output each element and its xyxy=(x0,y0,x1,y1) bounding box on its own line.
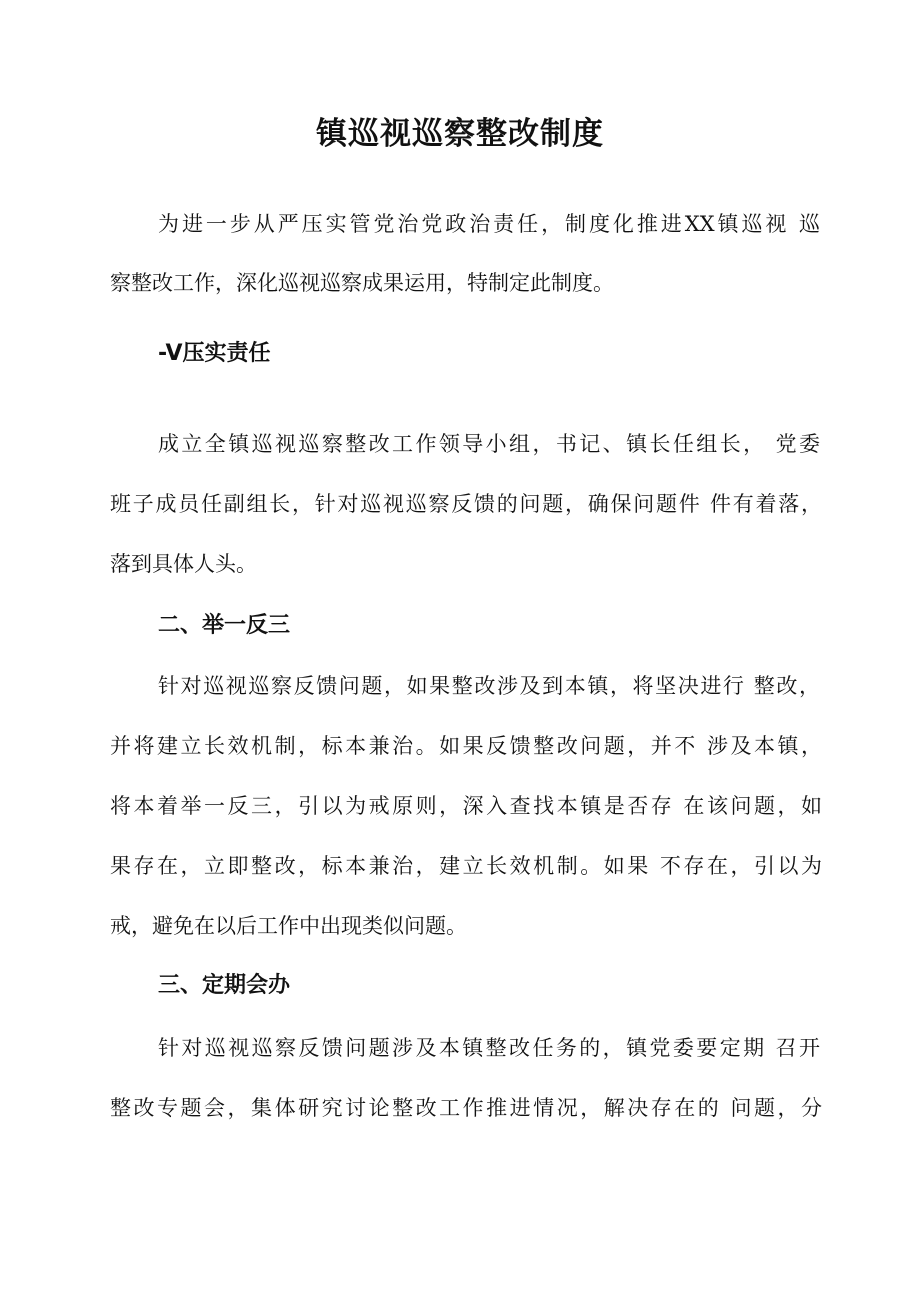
section-heading-2: 二、举一反三 xyxy=(158,613,291,638)
paragraph-line xyxy=(110,549,257,579)
paragraph-line xyxy=(110,911,467,941)
paragraph-line xyxy=(110,731,822,761)
section-3-line-1: 针对巡视巡察反馈问题涉及本镇整改任务的，镇党委要定期 召开 xyxy=(158,1036,820,1060)
paragraph-line xyxy=(110,851,822,881)
paragraph-line xyxy=(110,791,822,821)
paragraph-line xyxy=(110,489,822,519)
section-2-line-3: 将本着举一反三，引以为戒原则，深入查找本镇是否存 在该问题，如 xyxy=(110,794,822,818)
paragraph-line xyxy=(158,671,820,701)
paragraph-line xyxy=(158,1033,820,1063)
document-title: 镇巡视巡察整改制度 xyxy=(316,116,604,152)
section-2-line-1: 针对巡视巡察反馈问题，如果整改涉及到本镇，将坚决进行 整改， xyxy=(158,674,820,698)
section-2-line-5: 戒，避免在以后工作中出现类似问题。 xyxy=(110,914,467,938)
intro-line-1: 为进一步从严压实管党治党政治责任，制度化推进XX镇巡视 巡 xyxy=(158,212,820,236)
section-heading-1: -V压实责任 xyxy=(158,341,271,366)
section-3-line-2: 整改专题会，集体研究讨论整改工作推进情况，解决存在的 问题，分 xyxy=(110,1096,822,1120)
section-2-line-2: 并将建立长效机制，标本兼治。如果反馈整改问题，并不 涉及本镇， xyxy=(110,734,822,758)
section-1-line-1: 成立全镇巡视巡察整改工作领导小组，书记、镇长任组长， 党委 xyxy=(158,432,820,456)
intro-line-2: 察整改工作，深化巡视巡察成果运用，特制定此制度。 xyxy=(110,271,614,295)
section-1-line-2: 班子成员任副组长，针对巡视巡察反馈的问题，确保问题件 件有着落， xyxy=(110,492,822,516)
paragraph-line xyxy=(158,209,820,239)
section-heading-3: 三、定期会办 xyxy=(158,973,291,998)
paragraph-line xyxy=(110,1093,822,1123)
paragraph-line xyxy=(158,429,820,459)
paragraph-line xyxy=(110,268,614,298)
section-2-line-4: 果存在，立即整改，标本兼治，建立长效机制。如果 不存在，引以为 xyxy=(110,854,822,878)
section-1-line-3: 落到具体人头。 xyxy=(110,552,257,576)
